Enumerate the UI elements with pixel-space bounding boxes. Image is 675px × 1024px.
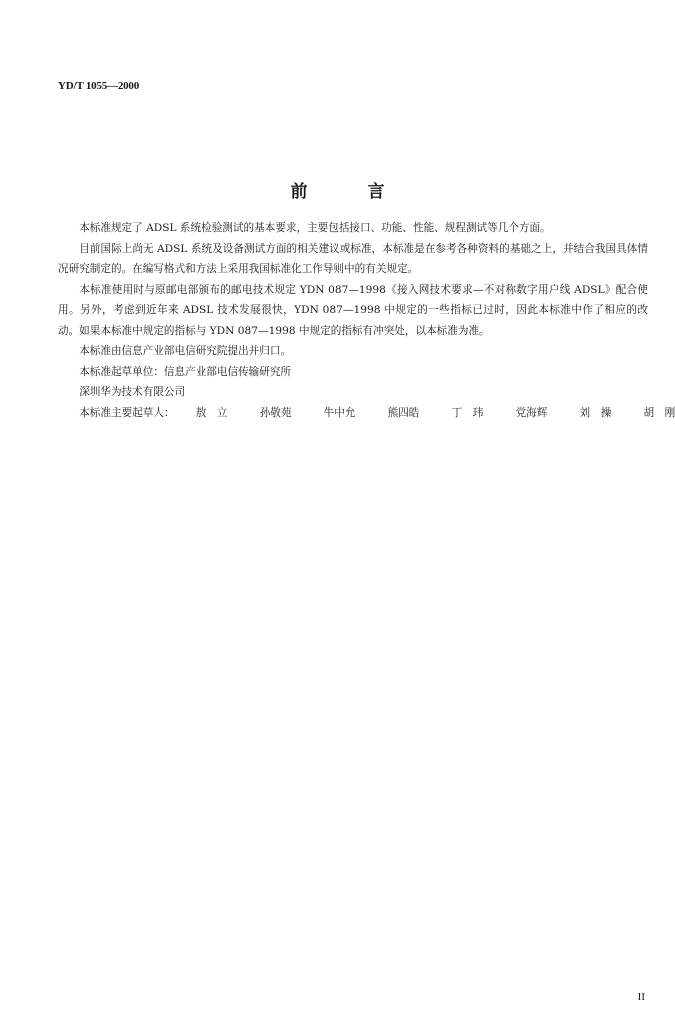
standard-code: YD/T 1055—2000 xyxy=(58,80,140,92)
page-title-char-1: 前 xyxy=(290,182,308,202)
drafter-name: 牛中允 xyxy=(323,406,356,419)
paragraph-drafting-unit: 本标准起草单位：信息产业部电信传输研究所 xyxy=(79,365,292,378)
page-number: II xyxy=(637,991,645,1003)
drafter-name: 党海辉 xyxy=(515,406,548,419)
paragraph-drafting-company: 深圳华为技术有限公司 xyxy=(79,386,186,398)
drafters-label: 本标准主要起草人： xyxy=(79,406,175,419)
drafter-name: 孙敬苑 xyxy=(259,406,292,419)
page-title xyxy=(0,177,675,202)
paragraph-usage: 本标准使用时与原邮电部颁布的邮电技术规定 YDN 087—1998《接入网技术要求—不对称数字用户线 ADSL》配合使用。另外，考虑到近年来 ADSL 技术发展很快，YDN 087—1998 中规定的一些指标已过时，因此本标准中作了相应的改动。如果本标准中规定的指标与 YDN 087—1998 中规定的指标有冲突处，以本标准为准。 xyxy=(58,283,648,337)
drafter-name: 丁 玮 xyxy=(451,406,484,419)
drafters-line xyxy=(58,403,675,424)
drafter-name: 熊四皓 xyxy=(387,406,420,419)
paragraph-scope: 本标准规定了 ADSL 系统检验测试的基本要求，主要包括接口、功能、性能、规程测试等几个方面。 xyxy=(79,222,551,234)
paragraph-background: 目前国际上尚无 ADSL 系统及设备测试方面的相关建议或标准，本标准是在参考各种资料的基础之上，并结合我国具体情况研究制定的。在编写格式和方法上采用我国标准化工作导则中的有关规定。 xyxy=(58,242,648,275)
drafter-name: 敖 立 xyxy=(195,406,228,419)
paragraph-proposer: 本标准由信息产业部电信研究院提出并归口。 xyxy=(79,345,292,357)
drafter-name: 刘 操 xyxy=(579,406,612,419)
foreword-body xyxy=(58,218,675,423)
drafter-name: 胡 刚 xyxy=(643,406,675,419)
page-title-char-2: 言 xyxy=(367,182,385,202)
